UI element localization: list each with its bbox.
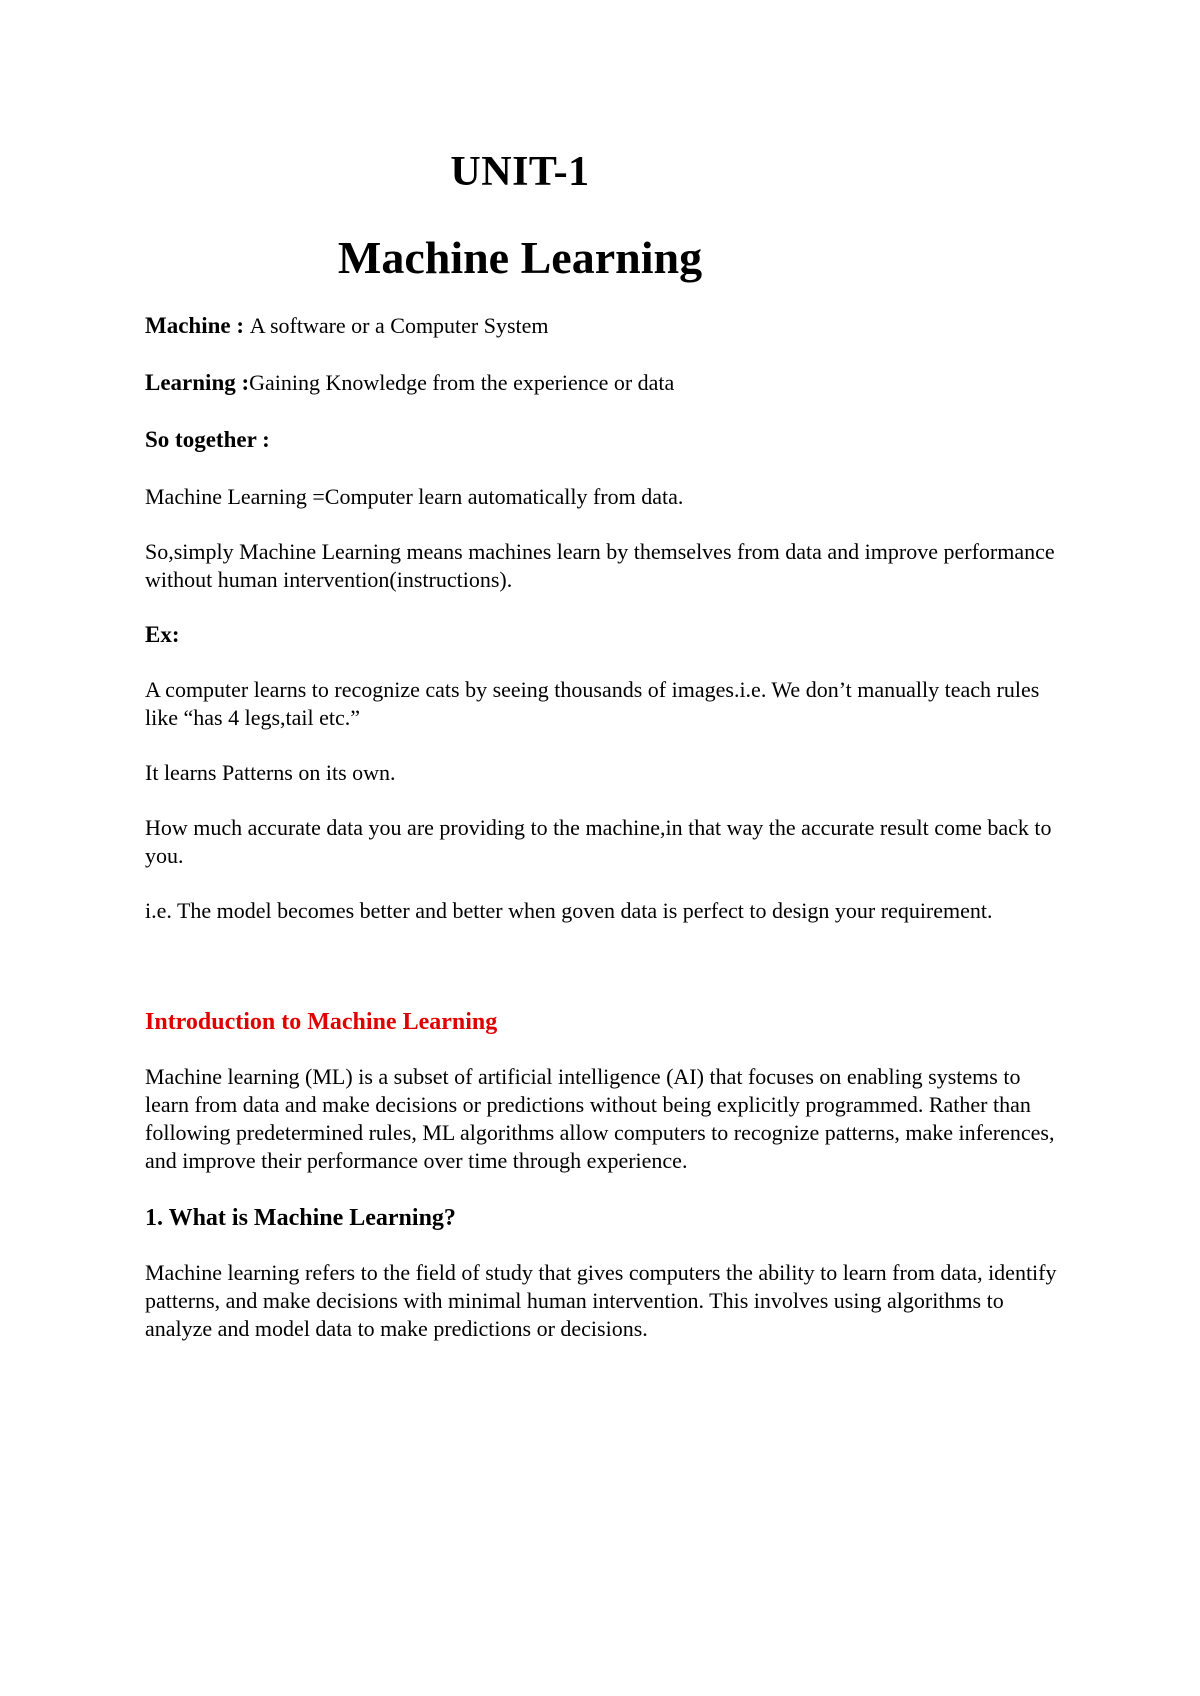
- document-body: [145, 312, 1065, 1343]
- definition-text: Gaining Knowledge from the experience or data: [249, 370, 675, 395]
- example-heading: Ex:: [145, 622, 180, 647]
- paragraph-simply: So,simply Machine Learning means machines learn by themselves from data and improve performance without human intervention(instructions).: [145, 539, 1055, 592]
- introduction-paragraph: Machine learning (ML) is a subset of artificial intelligence (AI) that focuses on enabling systems to learn from data and make decisions or predictions without being explicitly programmed. Rather than following predetermined rules, ML algorithms allow computers to recognize patterns, make inferences, and improve their performance over time through experience.: [145, 1064, 1055, 1173]
- paragraph-patterns: It learns Patterns on its own.: [145, 760, 396, 785]
- document-title: Machine Learning: [337, 232, 703, 283]
- paragraph-model: i.e. The model becomes better and better when goven data is perfect to design your requirement.: [145, 898, 993, 923]
- unit-title: UNIT-1: [450, 149, 590, 195]
- definition-text: A software or a Computer System: [249, 313, 549, 338]
- definition-machine: [145, 312, 1065, 340]
- definition-term: Learning :: [145, 370, 250, 395]
- paragraph-example: A computer learns to recognize cats by seeing thousands of images.i.e. We don’t manually teach rules like “has 4 legs,tail etc.”: [145, 677, 1040, 730]
- introduction-heading: Introduction to Machine Learning: [145, 1009, 498, 1035]
- paragraph-accuracy: How much accurate data you are providing to the machine,in that way the accurate result come back to you.: [145, 815, 1052, 868]
- paragraph-equation: Machine Learning =Computer learn automatically from data.: [145, 484, 684, 509]
- section-paragraph: Machine learning refers to the field of study that gives computers the ability to learn from data, identify patterns, and make decisions with minimal human intervention. This involves using algorithms to analyze and model data to make predictions or decisions.: [145, 1260, 1057, 1341]
- together-heading: So together :: [145, 427, 270, 452]
- definition-term: Machine :: [145, 313, 250, 338]
- section-heading: 1. What is Machine Learning?: [145, 1205, 456, 1231]
- definition-learning: [145, 369, 1065, 397]
